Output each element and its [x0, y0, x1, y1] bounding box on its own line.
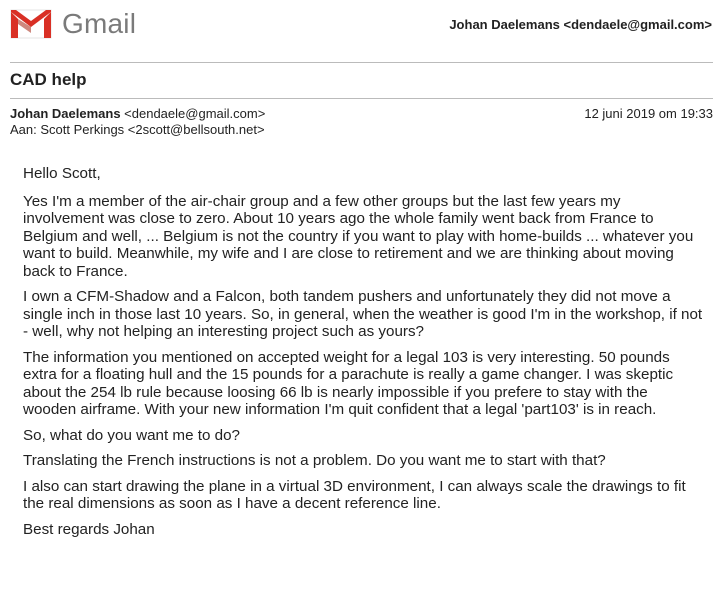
gmail-logo[interactable] — [10, 7, 136, 41]
gmail-logo-text: Gmail — [62, 8, 137, 39]
recipient-line: Aan: Scott Perkings <2scott@bellsouth.net> — [10, 122, 265, 137]
account-label: Johan Daelemans <dendaele@gmail.com> — [449, 17, 712, 32]
gmail-logo-icon — [10, 8, 52, 40]
sender-name: Johan Daelemans — [10, 106, 121, 121]
email-paragraph: I own a CFM-Shadow and a Falcon, both tandem pushers and unfortunately they did not move a single inch in those last 10 years. So, in general, when the weather is good I'm in the workshop, if not - well, why not helping an interesting project such as yours? — [23, 288, 703, 340]
email-paragraph: The information you mentioned on accepted weight for a legal 103 is very interesting. 50 pounds extra for a floating hull and the 15 pounds for a parachute is really a game changer. I was skeptic about the 254 lb rule because loosing 66 lb is nearly impossible if you prefere to stay with the wooden airframe. With your new information I'm quit confident that a legal 'part103' is in reach. — [23, 348, 674, 418]
email-meta — [10, 106, 713, 138]
email-signoff: Best regards Johan — [23, 520, 155, 538]
email-paragraph: So, what do you want me to do? — [23, 426, 240, 444]
divider-top — [10, 62, 713, 63]
email-greeting: Hello Scott, — [23, 165, 101, 182]
email-subject: CAD help — [10, 70, 87, 89]
email-paragraph: I also can start drawing the plane in a virtual 3D environment, I can always scale the drawings to fit the real dimensions as soon as I have a decent reference line. — [23, 477, 686, 512]
email-date: 12 juni 2019 om 19:33 — [584, 106, 713, 121]
email-paragraph: Translating the French instructions is not a problem. Do you want me to start with that? — [23, 452, 606, 469]
gmail-header — [0, 0, 720, 52]
email-body — [23, 165, 703, 546]
email-paragraph: Yes I'm a member of the air-chair group and a few other groups but the last few years my involvement was close to zero. About 10 years ago the whole family went back from France to Belgium and well, ... Belgium is not the country if you want to play with home-builds ... whatever you want to build. Meanwhile, my wife and I are close to retirement and we are thinking about moving back to France. — [23, 192, 694, 280]
sender-email: <dendaele@gmail.com> — [124, 106, 266, 121]
divider-subject — [10, 98, 713, 99]
